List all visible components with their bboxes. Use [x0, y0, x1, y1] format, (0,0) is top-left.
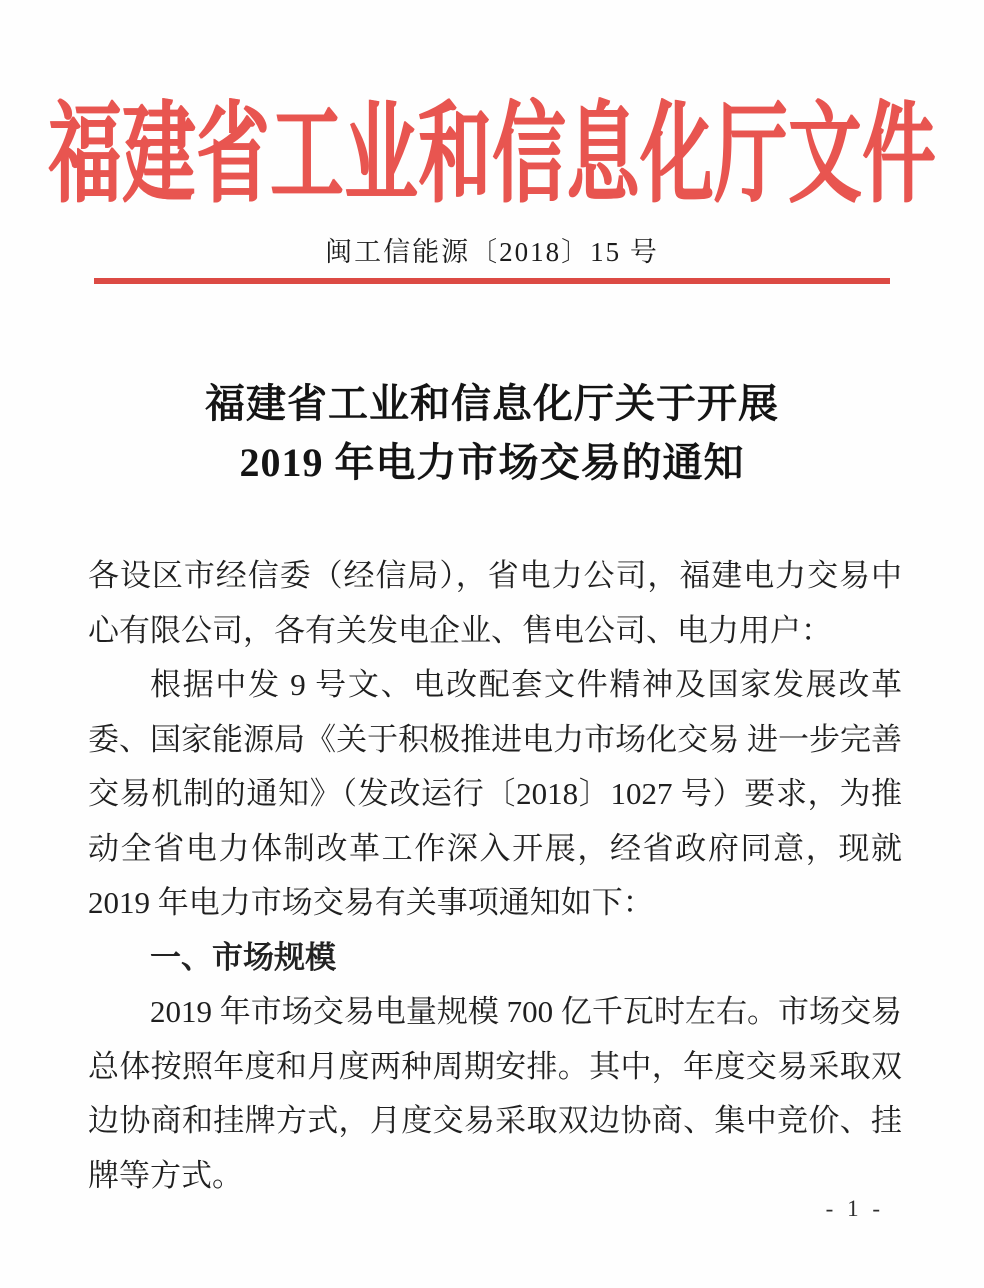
document-title-line2: 2019 年电力市场交易的通知 — [239, 440, 745, 485]
document-reference-number: 闽工信能源〔2018〕15 号 — [325, 237, 659, 267]
document-title — [0, 374, 984, 492]
document-body — [88, 549, 902, 1203]
market-scale-paragraph: 2019 年市场交易电量规模 700 亿千瓦时左右。市场交易总体按照年度和月度两种周期安排。其中，年度交易采取双边协商和挂牌方式，月度交易采取双边协商、集中竞价、挂牌等方式。 — [88, 994, 902, 1193]
intro-paragraph: 根据中发 9 号文、电改配套文件精神及国家发展改革委、国家能源局《关于积极推进电力市场化交易 进一步完善交易机制的通知》（发改运行〔2018〕1027 号）要求，为推动全省电力体制改革工作深入开展，经省政府同意，现就 2019 年电力市场交易有关事项通知如下： — [88, 667, 902, 920]
section-heading-market-scale: 一、市场规模 — [150, 939, 336, 975]
addressee-paragraph: 各设区市经信委（经信局），省电力公司，福建电力交易中心有限公司，各有关发电企业、售电公司、电力用户： — [88, 558, 902, 648]
letterhead — [0, 66, 984, 216]
letterhead-org-title: 福建省工业和信息化厅文件 — [48, 94, 936, 216]
page-number: - 1 - — [825, 1196, 884, 1221]
red-divider-line — [94, 278, 890, 284]
document-title-line1: 福建省工业和信息化厅关于开展 — [205, 381, 779, 426]
